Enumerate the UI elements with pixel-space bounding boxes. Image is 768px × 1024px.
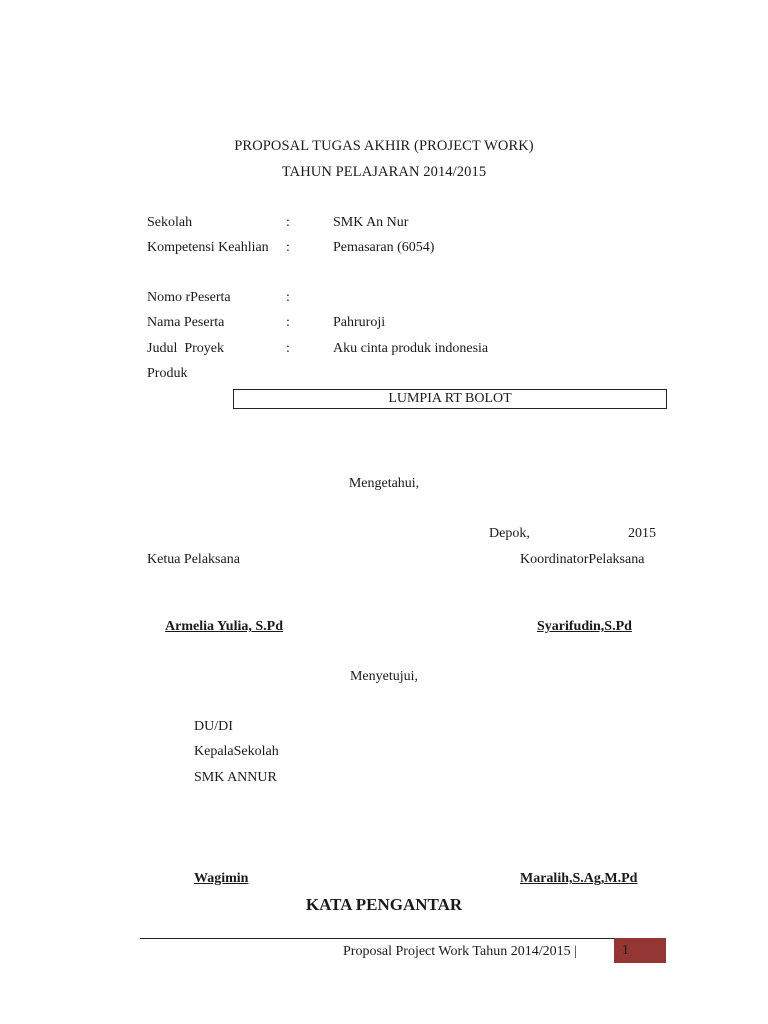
footer-divider (140, 938, 614, 939)
dudi-label: DU/DI (194, 719, 233, 734)
field-label-nomor: Nomo rPeserta (147, 290, 231, 305)
field-sep-nama: : (286, 315, 290, 330)
dudi-signatory-name: Wagimin (194, 871, 249, 886)
page-number: 1 (622, 943, 629, 958)
field-sep-judul: : (286, 341, 290, 356)
product-box (233, 389, 667, 409)
field-value-nama: Pahruroji (333, 315, 386, 330)
page-number-box (614, 938, 666, 963)
field-sep-sekolah: : (286, 215, 290, 230)
field-value-judul: Aku cinta produk indonesia (333, 341, 489, 356)
field-sep-nomor: : (286, 290, 290, 305)
field-label-sekolah: Sekolah (147, 215, 193, 230)
kata-pengantar-heading: KATA PENGANTAR (305, 895, 463, 914)
ketua-signatory-name: Armelia Yulia, S.Pd (165, 619, 283, 634)
field-value-sekolah: SMK An Nur (333, 215, 409, 230)
field-label-produk: Produk (147, 366, 188, 381)
proposal-title: PROPOSAL TUGAS AKHIR (PROJECT WORK) (234, 138, 534, 154)
mengetahui-label: Mengetahui, (348, 476, 420, 491)
place-label: Depok, (489, 526, 530, 541)
academic-year-title: TAHUN PELAJARAN 2014/2015 (281, 164, 487, 180)
field-label-judul: Judul Proyek (147, 341, 224, 356)
field-sep-kompetensi: : (286, 240, 290, 255)
product-name: LUMPIA RT BOLOT (388, 391, 512, 406)
ketua-pelaksana-label: Ketua Pelaksana (147, 552, 240, 567)
field-label-nama: Nama Peserta (147, 315, 225, 330)
koordinator-pelaksana-label: KoordinatorPelaksana (520, 552, 645, 567)
footer-text: Proposal Project Work Tahun 2014/2015 | (343, 944, 577, 959)
kepala-sekolah-label: KepalaSekolah (194, 744, 279, 759)
year-label: 2015 (628, 526, 656, 541)
field-value-kompetensi: Pemasaran (6054) (333, 240, 435, 255)
koordinator-signatory-name: Syarifudin,S.Pd (537, 619, 632, 634)
kepala-signatory-name: Maralih,S.Ag,M.Pd (520, 871, 638, 886)
school-name-label: SMK ANNUR (194, 770, 277, 785)
field-label-kompetensi: Kompetensi Keahlian (147, 240, 269, 255)
menyetujui-label: Menyetujui, (349, 669, 419, 684)
